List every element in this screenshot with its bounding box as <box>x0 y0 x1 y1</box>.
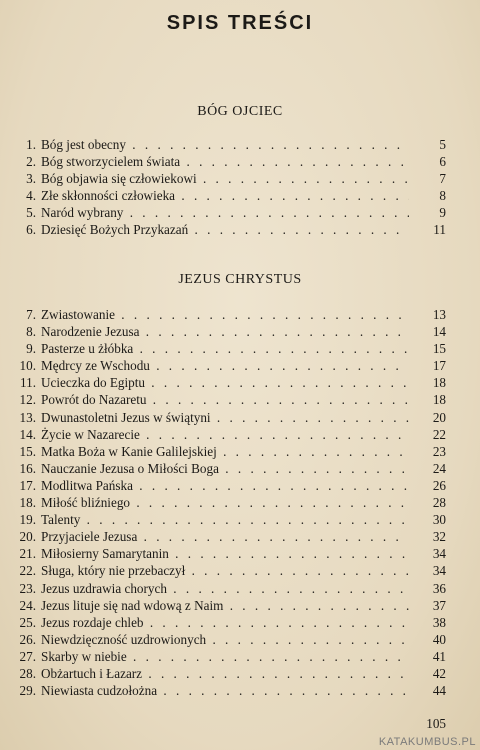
toc-entry-number: 21. <box>19 546 36 562</box>
toc-entry-page: 14 <box>432 324 446 340</box>
toc-entry-title: Modlitwa Pańska . . . <box>41 477 409 494</box>
toc-entry <box>0 460 480 477</box>
toc-entry-title: Dziesięć Bożych Przykazań . . . <box>41 221 409 238</box>
toc-entry-number: 16. <box>19 460 36 476</box>
toc-entry-page: 42 <box>432 665 446 681</box>
toc-entry-page: 22 <box>432 426 446 442</box>
toc-entry-number: 25. <box>19 614 36 630</box>
toc-entry-title: Miłosierny Samarytanin . . . <box>41 545 409 562</box>
toc-entry-title: Narodzenie Jezusa . . . <box>41 323 409 340</box>
toc-entry-title: Niewiasta cudzołożna . . . <box>41 682 409 699</box>
toc-entry-title: Bóg jest obecny . . . <box>41 136 409 153</box>
toc-entry-page: 36 <box>432 580 446 596</box>
toc-entry-title: Ucieczka do Egiptu . . . <box>41 374 409 391</box>
toc-entry-title: Dwunastoletni Jezus w świątyni . . . <box>41 409 409 426</box>
toc-entry <box>0 357 480 374</box>
toc-entry <box>0 562 480 579</box>
toc-entry-title: Matka Boża w Kanie Galilejskiej . . . <box>41 443 409 460</box>
toc-entry-title: Niewdzięczność uzdrowionych . . . <box>41 631 409 648</box>
toc-entry-number: 23. <box>19 580 36 596</box>
toc-entry <box>0 391 480 408</box>
toc-entry-page: 6 <box>439 154 446 170</box>
toc-entry-title: Talenty . . . <box>41 511 409 528</box>
toc-entry <box>0 306 480 323</box>
toc-entry-page: 34 <box>432 563 446 579</box>
toc-entry <box>0 409 480 426</box>
toc-entry <box>0 136 480 153</box>
toc-entry <box>0 631 480 648</box>
section-heading-bog-ojciec: BÓG OJCIEC <box>197 104 283 119</box>
toc-entry-number: 20. <box>19 529 36 545</box>
toc-entry-title: Nauczanie Jezusa o Miłości Boga . . . <box>41 460 409 477</box>
toc-entry <box>0 545 480 562</box>
toc-entry <box>0 477 480 494</box>
toc-entry-title: Bóg objawia się człowiekowi . . . <box>41 170 409 187</box>
toc-entry-title: Mędrcy ze Wschodu . . . <box>41 357 409 374</box>
toc-entry-title: Bóg stworzycielem świata . . . <box>41 153 409 170</box>
toc-entry-title: Złe skłonności człowieka . . . <box>41 187 409 204</box>
toc-entry <box>0 494 480 511</box>
toc-entry-number: 12. <box>19 392 36 408</box>
toc-entry <box>0 580 480 597</box>
toc-entry-number: 22. <box>19 563 36 579</box>
toc-entry-page: 18 <box>432 375 446 391</box>
toc-entry <box>0 153 480 170</box>
toc-entry <box>0 374 480 391</box>
toc-entry-number: 4. <box>26 188 36 204</box>
toc-entry-page: 44 <box>432 683 446 699</box>
toc-entry-page: 15 <box>432 341 446 357</box>
toc-list-bog-ojciec <box>0 136 480 239</box>
toc-entry-page: 41 <box>432 648 446 664</box>
toc-entry-page: 24 <box>432 460 446 476</box>
toc-entry-title: Skarby w niebie . . . <box>41 648 409 665</box>
toc-entry-number: 9. <box>26 341 36 357</box>
toc-entry-number: 7. <box>26 307 36 322</box>
toc-entry-title: Powrót do Nazaretu . . . <box>41 391 409 408</box>
toc-entry-number: 6. <box>26 222 36 238</box>
toc-entry-number: 14. <box>19 426 36 442</box>
toc-entry <box>0 170 480 187</box>
toc-entry-page: 9 <box>439 205 446 221</box>
toc-entry <box>0 443 480 460</box>
toc-entry-title: Jezus uzdrawia chorych . . . <box>41 580 409 597</box>
page-title: SPIS TREŚCI <box>166 12 314 34</box>
toc-entry <box>0 511 480 528</box>
toc-entry-page: 32 <box>432 529 446 545</box>
toc-entry-page: 17 <box>432 358 446 374</box>
toc-entry-number: 24. <box>19 597 36 613</box>
toc-entry-page: 20 <box>432 409 446 425</box>
toc-entry-title: Zwiastowanie . . . <box>41 306 409 323</box>
toc-entry-page: 7 <box>439 171 446 187</box>
toc-entry-title: Życie w Nazarecie . . . <box>41 426 409 443</box>
toc-entry-page: 23 <box>432 443 446 459</box>
toc-entry <box>0 614 480 631</box>
toc-entry-number: 13. <box>19 409 36 425</box>
toc-entry-number: 15. <box>19 443 36 459</box>
toc-entry-page: 37 <box>432 597 446 613</box>
toc-entry-number: 11. <box>20 375 36 391</box>
toc-entry <box>0 323 480 340</box>
toc-entry-title: Pasterze u żłóbka . . . <box>41 340 409 357</box>
toc-entry-page: 34 <box>432 546 446 562</box>
toc-entry <box>0 340 480 357</box>
toc-entry-title: Jezus lituje się nad wdową z Naim . . . <box>41 597 409 614</box>
toc-entry <box>0 528 480 545</box>
toc-entry-number: 18. <box>19 495 36 511</box>
toc-entry-number: 19. <box>19 512 36 528</box>
toc-entry <box>0 648 480 665</box>
page-number: 105 <box>426 716 446 731</box>
toc-entry-title: Obżartuch i Łazarz . . . <box>41 665 409 682</box>
toc-entry-page: 11 <box>433 222 446 238</box>
toc-entry <box>0 204 480 221</box>
toc-entry-number: 2. <box>26 154 36 170</box>
toc-entry-page: 40 <box>432 631 446 647</box>
toc-entry-number: 27. <box>19 648 36 664</box>
toc-entry-page: 8 <box>439 188 446 204</box>
watermark: KATAKUMBUS.PL <box>378 736 476 748</box>
toc-entry-page: 30 <box>432 512 446 528</box>
toc-entry-title: Jezus rozdaje chleb . . . <box>41 614 409 631</box>
toc-entry-number: 17. <box>19 477 36 493</box>
toc-entry-page: 26 <box>432 477 446 493</box>
toc-entry <box>0 426 480 443</box>
toc-entry-title: Przyjaciele Jezusa . . . <box>41 528 409 545</box>
toc-entry-page: 38 <box>432 614 446 630</box>
toc-entry <box>0 597 480 614</box>
toc-entry-number: 29. <box>19 683 36 699</box>
toc-entry-number: 10. <box>19 358 36 374</box>
section-heading-jezus-chrystus: JEZUS CHRYSTUS <box>178 272 302 287</box>
toc-entry-number: 3. <box>26 171 36 187</box>
toc-entry-number: 1. <box>26 137 36 152</box>
toc-entry-number: 8. <box>26 324 36 340</box>
toc-entry <box>0 665 480 682</box>
toc-entry <box>0 221 480 238</box>
toc-entry-page: 5 <box>439 137 446 152</box>
toc-entry-page: 13 <box>432 307 446 322</box>
toc-entry-page: 18 <box>432 392 446 408</box>
toc-entry <box>0 187 480 204</box>
toc-entry-title: Naród wybrany . . . <box>41 204 409 221</box>
toc-entry-page: 28 <box>432 495 446 511</box>
toc-entry-title: Miłość bliźniego . . . <box>41 494 409 511</box>
toc-entry-number: 28. <box>19 665 36 681</box>
toc-list-jezus-chrystus <box>0 306 480 699</box>
toc-entry-number: 26. <box>19 631 36 647</box>
toc-entry <box>0 682 480 699</box>
toc-entry-number: 5. <box>26 205 36 221</box>
toc-entry-title: Sługa, który nie przebaczył . . . <box>41 562 409 579</box>
